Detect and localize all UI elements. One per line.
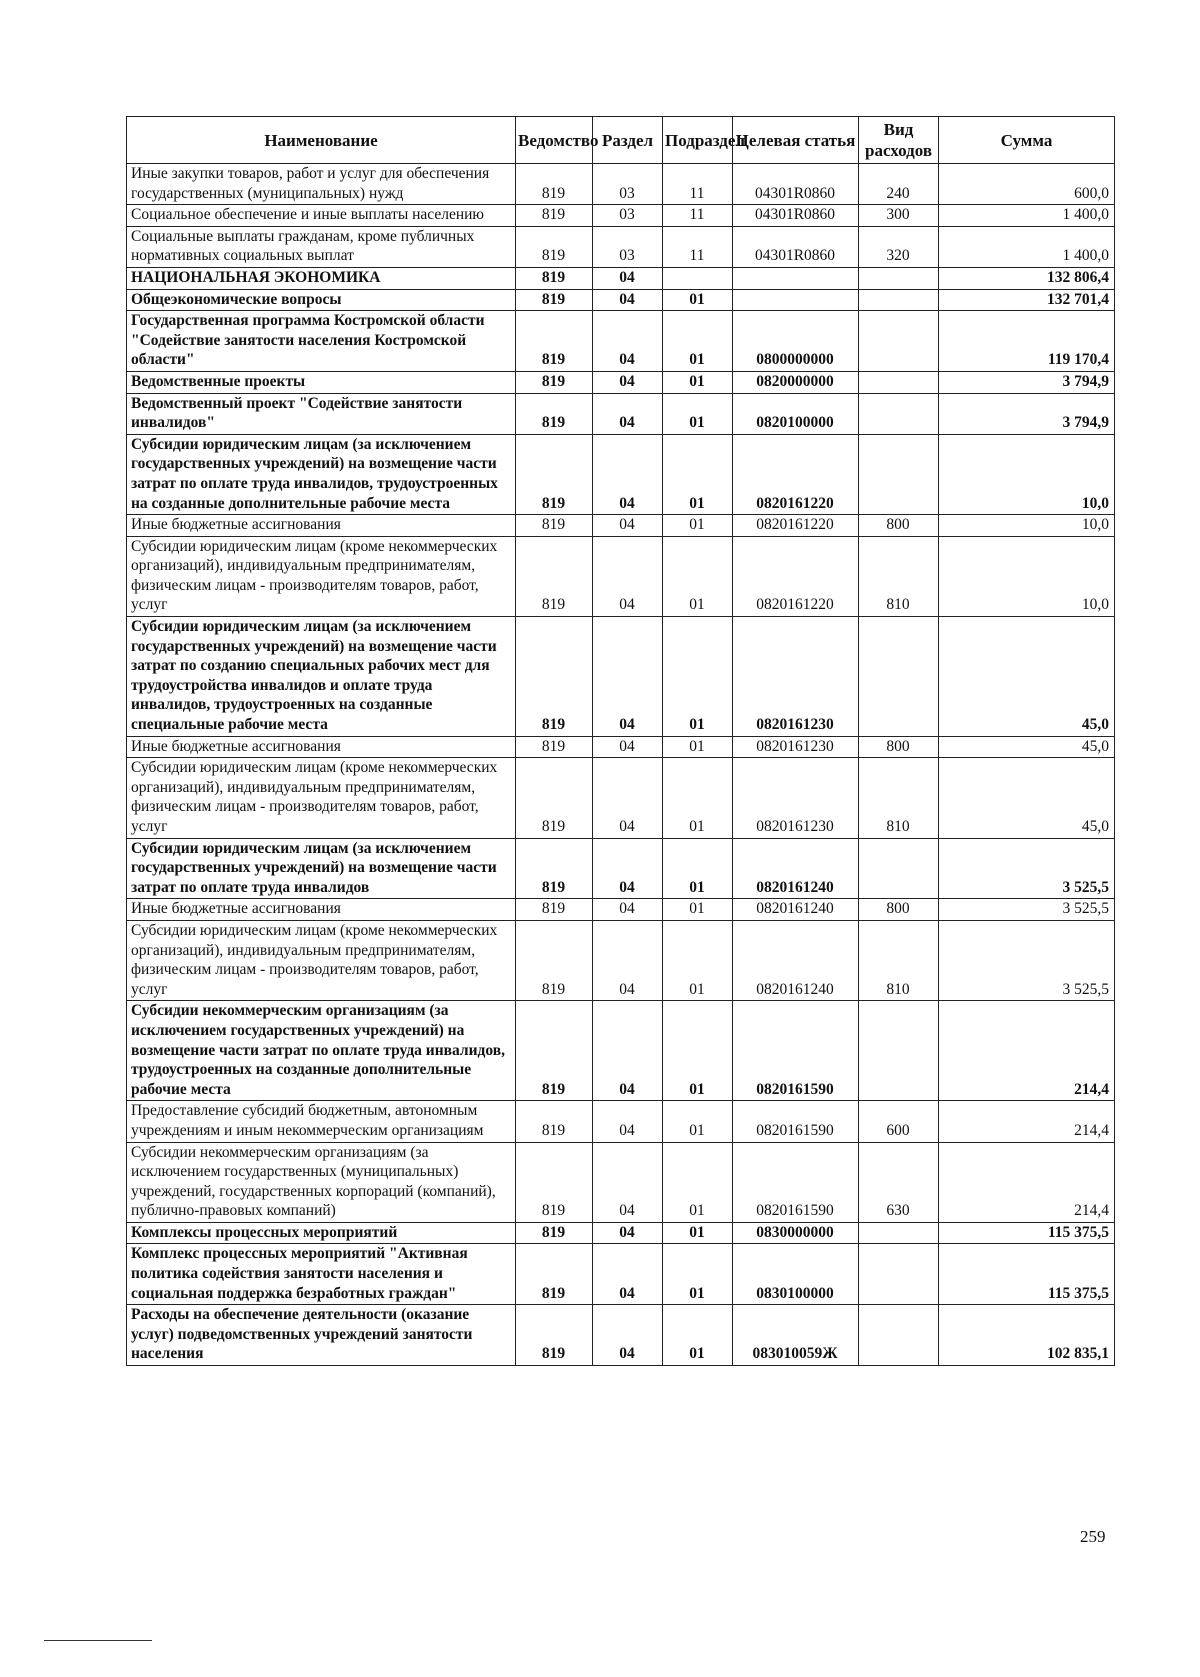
cell-vedomstvo: 819 xyxy=(516,164,593,205)
cell-name: Субсидии юридическим лицам (за исключением государственных учреждений) на возмещение части затрат по созданию специальных рабочих мест для трудоустройства инвалидов и оплате труда инвалидов, трудоустроенных на созданные специальные рабочие места xyxy=(127,617,516,737)
cell-summa: 132 701,4 xyxy=(939,289,1115,311)
cell-razdel: 04 xyxy=(593,920,663,1000)
cell-celevaya-statya: 0820000000 xyxy=(733,371,859,393)
cell-name: Субсидии некоммерческим организациям (за исключением государственных учреждений) на возмещение части затрат по оплате труда инвалидов, трудоустроенных на созданные дополнительные рабочие места xyxy=(127,1001,516,1101)
cell-razdel: 04 xyxy=(593,838,663,899)
cell-vedomstvo: 819 xyxy=(516,617,593,737)
cell-podrazdel: 01 xyxy=(663,1101,733,1142)
cell-vedomstvo: 819 xyxy=(516,1305,593,1366)
cell-razdel: 04 xyxy=(593,617,663,737)
cell-vedomstvo: 819 xyxy=(516,205,593,227)
cell-summa: 115 375,5 xyxy=(939,1222,1115,1244)
cell-summa: 214,4 xyxy=(939,1142,1115,1222)
table-row xyxy=(127,289,1115,311)
footnote-divider xyxy=(44,1640,152,1641)
cell-name: Социальные выплаты гражданам, кроме публичных нормативных социальных выплат xyxy=(127,226,516,267)
cell-celevaya-statya: 04301R0860 xyxy=(733,226,859,267)
cell-podrazdel: 01 xyxy=(663,434,733,514)
cell-razdel: 04 xyxy=(593,1001,663,1101)
cell-razdel: 03 xyxy=(593,226,663,267)
cell-name: Комплекс процессных мероприятий "Активная политика содействия занятости населения и социальная поддержка безработных граждан" xyxy=(127,1244,516,1305)
budget-table xyxy=(126,116,1115,1366)
table-row xyxy=(127,899,1115,921)
cell-vedomstvo: 819 xyxy=(516,920,593,1000)
cell-vedomstvo: 819 xyxy=(516,393,593,434)
table-row xyxy=(127,371,1115,393)
table-row xyxy=(127,164,1115,205)
cell-vid-rashodov: 300 xyxy=(859,205,939,227)
cell-podrazdel xyxy=(663,267,733,289)
cell-summa: 3 525,5 xyxy=(939,920,1115,1000)
cell-celevaya-statya: 0800000000 xyxy=(733,311,859,372)
cell-vedomstvo: 819 xyxy=(516,1244,593,1305)
cell-razdel: 04 xyxy=(593,393,663,434)
cell-vedomstvo: 819 xyxy=(516,838,593,899)
cell-podrazdel: 01 xyxy=(663,838,733,899)
cell-vedomstvo: 819 xyxy=(516,515,593,537)
cell-podrazdel: 01 xyxy=(663,536,733,616)
cell-vid-rashodov: 800 xyxy=(859,736,939,758)
cell-podrazdel: 11 xyxy=(663,164,733,205)
cell-podrazdel: 01 xyxy=(663,289,733,311)
cell-razdel: 04 xyxy=(593,758,663,838)
cell-summa: 3 525,5 xyxy=(939,838,1115,899)
cell-name: Субсидии юридическим лицам (за исключением государственных учреждений) на возмещение части затрат по оплате труда инвалидов xyxy=(127,838,516,899)
cell-name: Ведомственные проекты xyxy=(127,371,516,393)
cell-celevaya-statya: 0820161240 xyxy=(733,899,859,921)
cell-name: Предоставление субсидий бюджетным, автономным учреждениям и иным некоммерческим организациям xyxy=(127,1101,516,1142)
cell-vedomstvo: 819 xyxy=(516,226,593,267)
cell-razdel: 04 xyxy=(593,267,663,289)
cell-celevaya-statya: 0820161590 xyxy=(733,1142,859,1222)
cell-podrazdel: 01 xyxy=(663,920,733,1000)
cell-celevaya-statya: 0820161240 xyxy=(733,920,859,1000)
cell-summa: 3 794,9 xyxy=(939,393,1115,434)
cell-vedomstvo: 819 xyxy=(516,736,593,758)
cell-summa: 3 525,5 xyxy=(939,899,1115,921)
table-row xyxy=(127,1244,1115,1305)
cell-summa: 10,0 xyxy=(939,434,1115,514)
table-row xyxy=(127,1222,1115,1244)
cell-razdel: 04 xyxy=(593,899,663,921)
cell-vid-rashodov xyxy=(859,1305,939,1366)
table-row xyxy=(127,758,1115,838)
header-vid-rashodov: Вид расходов xyxy=(859,117,939,164)
cell-vid-rashodov xyxy=(859,617,939,737)
cell-podrazdel: 01 xyxy=(663,311,733,372)
cell-celevaya-statya: 0820161230 xyxy=(733,758,859,838)
cell-vid-rashodov: 240 xyxy=(859,164,939,205)
cell-name: Расходы на обеспечение деятельности (оказание услуг) подведомственных учреждений занятости населения xyxy=(127,1305,516,1366)
cell-podrazdel: 01 xyxy=(663,371,733,393)
cell-vid-rashodov xyxy=(859,1244,939,1305)
cell-vedomstvo: 819 xyxy=(516,758,593,838)
cell-podrazdel: 01 xyxy=(663,736,733,758)
cell-podrazdel: 01 xyxy=(663,1142,733,1222)
cell-vid-rashodov xyxy=(859,1001,939,1101)
cell-summa: 102 835,1 xyxy=(939,1305,1115,1366)
header-name: Наименование xyxy=(127,117,516,164)
cell-celevaya-statya: 083010059Ж xyxy=(733,1305,859,1366)
cell-celevaya-statya: 0820161230 xyxy=(733,617,859,737)
table-row xyxy=(127,434,1115,514)
cell-celevaya-statya xyxy=(733,267,859,289)
cell-razdel: 04 xyxy=(593,536,663,616)
cell-celevaya-statya: 0830100000 xyxy=(733,1244,859,1305)
cell-vedomstvo: 819 xyxy=(516,267,593,289)
table-row xyxy=(127,617,1115,737)
cell-name: Иные бюджетные ассигнования xyxy=(127,515,516,537)
cell-vid-rashodov: 810 xyxy=(859,758,939,838)
cell-name: Комплексы процессных мероприятий xyxy=(127,1222,516,1244)
cell-summa: 115 375,5 xyxy=(939,1244,1115,1305)
cell-name: Государственная программа Костромской области "Содействие занятости населения Костромской области" xyxy=(127,311,516,372)
cell-celevaya-statya: 0820161590 xyxy=(733,1001,859,1101)
cell-vid-rashodov xyxy=(859,311,939,372)
cell-summa: 600,0 xyxy=(939,164,1115,205)
cell-vid-rashodov: 810 xyxy=(859,920,939,1000)
cell-podrazdel: 01 xyxy=(663,1222,733,1244)
cell-name: Иные закупки товаров, работ и услуг для обеспечения государственных (муниципальных) нужд xyxy=(127,164,516,205)
cell-vid-rashodov: 600 xyxy=(859,1101,939,1142)
cell-celevaya-statya: 0820161240 xyxy=(733,838,859,899)
table-body xyxy=(127,164,1115,1366)
cell-name: Субсидии некоммерческим организациям (за исключением государственных (муниципальных) учреждений, государственных корпораций (компаний), публично-правовых компаний) xyxy=(127,1142,516,1222)
cell-name: Ведомственный проект "Содействие занятости инвалидов" xyxy=(127,393,516,434)
cell-name: Общеэкономические вопросы xyxy=(127,289,516,311)
cell-summa: 1 400,0 xyxy=(939,205,1115,227)
cell-summa: 10,0 xyxy=(939,536,1115,616)
cell-summa: 1 400,0 xyxy=(939,226,1115,267)
cell-vid-rashodov xyxy=(859,267,939,289)
cell-razdel: 04 xyxy=(593,1101,663,1142)
table-row xyxy=(127,536,1115,616)
cell-razdel: 04 xyxy=(593,736,663,758)
cell-vedomstvo: 819 xyxy=(516,1142,593,1222)
cell-vedomstvo: 819 xyxy=(516,1101,593,1142)
cell-name: Субсидии юридическим лицам (за исключением государственных учреждений) на возмещение части затрат по оплате труда инвалидов, трудоустроенных на созданные дополнительные рабочие места xyxy=(127,434,516,514)
header-podrazdel: Подраздел xyxy=(663,117,733,164)
cell-razdel: 04 xyxy=(593,1244,663,1305)
cell-razdel: 04 xyxy=(593,1305,663,1366)
cell-vid-rashodov: 810 xyxy=(859,536,939,616)
cell-summa: 3 794,9 xyxy=(939,371,1115,393)
cell-celevaya-statya: 0830000000 xyxy=(733,1222,859,1244)
table-row xyxy=(127,393,1115,434)
cell-podrazdel: 01 xyxy=(663,1001,733,1101)
table-row xyxy=(127,1305,1115,1366)
cell-vedomstvo: 819 xyxy=(516,1001,593,1101)
cell-razdel: 04 xyxy=(593,1142,663,1222)
cell-name: Субсидии юридическим лицам (кроме некоммерческих организаций), индивидуальным предпринимателям, физическим лицам - производителям товаров, работ, услуг xyxy=(127,758,516,838)
cell-name: Субсидии юридическим лицам (кроме некоммерческих организаций), индивидуальным предпринимателям, физическим лицам - производителям товаров, работ, услуг xyxy=(127,536,516,616)
cell-podrazdel: 01 xyxy=(663,393,733,434)
cell-vid-rashodov xyxy=(859,434,939,514)
cell-summa: 119 170,4 xyxy=(939,311,1115,372)
cell-vid-rashodov: 630 xyxy=(859,1142,939,1222)
cell-vid-rashodov: 800 xyxy=(859,899,939,921)
cell-razdel: 04 xyxy=(593,289,663,311)
cell-vedomstvo: 819 xyxy=(516,899,593,921)
cell-vedomstvo: 819 xyxy=(516,434,593,514)
table-row xyxy=(127,515,1115,537)
cell-celevaya-statya: 04301R0860 xyxy=(733,164,859,205)
table-row xyxy=(127,1001,1115,1101)
cell-razdel: 03 xyxy=(593,164,663,205)
cell-razdel: 04 xyxy=(593,1222,663,1244)
cell-vid-rashodov xyxy=(859,289,939,311)
page-number: 259 xyxy=(1080,1527,1106,1546)
table-row xyxy=(127,1142,1115,1222)
cell-summa: 10,0 xyxy=(939,515,1115,537)
cell-podrazdel: 11 xyxy=(663,205,733,227)
cell-razdel: 04 xyxy=(593,434,663,514)
cell-celevaya-statya: 0820161220 xyxy=(733,536,859,616)
cell-vid-rashodov xyxy=(859,393,939,434)
cell-name: НАЦИОНАЛЬНАЯ ЭКОНОМИКА xyxy=(127,267,516,289)
cell-podrazdel: 01 xyxy=(663,758,733,838)
cell-vedomstvo: 819 xyxy=(516,1222,593,1244)
cell-vedomstvo: 819 xyxy=(516,289,593,311)
cell-summa: 45,0 xyxy=(939,758,1115,838)
table-row xyxy=(127,311,1115,372)
cell-podrazdel: 11 xyxy=(663,226,733,267)
cell-name: Субсидии юридическим лицам (кроме некоммерческих организаций), индивидуальным предпринимателям, физическим лицам - производителям товаров, работ, услуг xyxy=(127,920,516,1000)
table-row xyxy=(127,267,1115,289)
cell-podrazdel: 01 xyxy=(663,899,733,921)
header-vedomstvo: Ведомство xyxy=(516,117,593,164)
cell-vid-rashodov xyxy=(859,1222,939,1244)
cell-vid-rashodov xyxy=(859,838,939,899)
cell-razdel: 04 xyxy=(593,311,663,372)
header-celevaya-statya: Целевая статья xyxy=(733,117,859,164)
cell-razdel: 03 xyxy=(593,205,663,227)
cell-vid-rashodov: 320 xyxy=(859,226,939,267)
cell-summa: 45,0 xyxy=(939,736,1115,758)
table-row xyxy=(127,736,1115,758)
cell-vid-rashodov: 800 xyxy=(859,515,939,537)
cell-vedomstvo: 819 xyxy=(516,536,593,616)
cell-podrazdel: 01 xyxy=(663,515,733,537)
cell-celevaya-statya xyxy=(733,289,859,311)
table-row xyxy=(127,226,1115,267)
cell-name: Иные бюджетные ассигнования xyxy=(127,736,516,758)
table-row xyxy=(127,205,1115,227)
cell-celevaya-statya: 04301R0860 xyxy=(733,205,859,227)
cell-celevaya-statya: 0820161220 xyxy=(733,434,859,514)
cell-name: Иные бюджетные ассигнования xyxy=(127,899,516,921)
cell-celevaya-statya: 0820161230 xyxy=(733,736,859,758)
cell-podrazdel: 01 xyxy=(663,1305,733,1366)
cell-summa: 45,0 xyxy=(939,617,1115,737)
header-summa: Сумма xyxy=(939,117,1115,164)
cell-vedomstvo: 819 xyxy=(516,371,593,393)
table-header-row xyxy=(127,117,1115,164)
table-row xyxy=(127,920,1115,1000)
header-razdel: Раздел xyxy=(593,117,663,164)
cell-razdel: 04 xyxy=(593,515,663,537)
cell-celevaya-statya: 0820161220 xyxy=(733,515,859,537)
table-row xyxy=(127,1101,1115,1142)
cell-summa: 132 806,4 xyxy=(939,267,1115,289)
cell-podrazdel: 01 xyxy=(663,1244,733,1305)
cell-summa: 214,4 xyxy=(939,1101,1115,1142)
cell-name: Социальное обеспечение и иные выплаты населению xyxy=(127,205,516,227)
cell-razdel: 04 xyxy=(593,371,663,393)
cell-celevaya-statya: 0820100000 xyxy=(733,393,859,434)
cell-podrazdel: 01 xyxy=(663,617,733,737)
table-row xyxy=(127,838,1115,899)
cell-vedomstvo: 819 xyxy=(516,311,593,372)
cell-celevaya-statya: 0820161590 xyxy=(733,1101,859,1142)
cell-vid-rashodov xyxy=(859,371,939,393)
cell-summa: 214,4 xyxy=(939,1001,1115,1101)
